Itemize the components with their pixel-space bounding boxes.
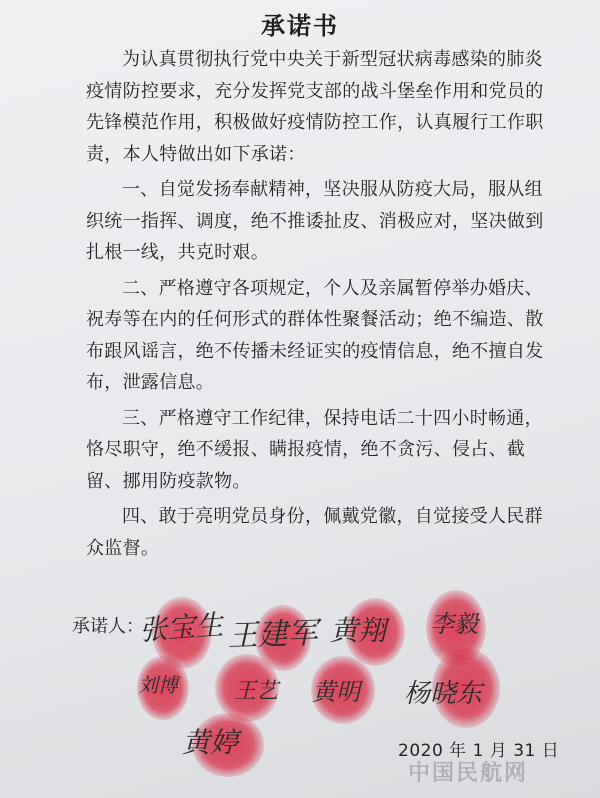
site-watermark: 中国民航网 — [408, 761, 529, 786]
signature-7: 黄明 — [312, 678, 360, 706]
document-date: 2020 年 1 月 31 日 — [398, 741, 560, 761]
signature-9: 黄婷 — [182, 726, 239, 759]
intro-paragraph: 为认真贯彻执行党中央关于新型冠状病毒感染的肺炎疫情防控要求，充分发挥党支部的战斗堡垒作用和党员的先锋模范作用，积极做好疫情防控工作，认真履行工作职责，本人特做出如下承诺： — [86, 49, 544, 165]
pledge-item-1: 一、自觉发扬奉献精神，坚决服从防疫大局，服从组织统一指挥、调度，绝不推诿扯皮、消极应对，坚决做到扎根一线，共克时艰。 — [86, 179, 544, 263]
pledge-item-4: 四、敢于亮明党员身份，佩戴党徽，自觉接受人民群众监督。 — [86, 506, 543, 559]
signature-3: 黄翔 — [330, 614, 387, 647]
document-title: 承诺书 — [261, 12, 339, 40]
signature-8: 杨晓东 — [404, 679, 483, 709]
signature-4: 李毅 — [430, 610, 478, 638]
signer-label: 承诺人： — [72, 616, 144, 637]
signature-5: 刘博 — [138, 673, 178, 697]
signature-6: 王艺 — [234, 679, 279, 704]
pledge-item-2: 二、严格遵守各项规定，个人及亲属暂停举办婚庆、祝寿等在内的任何形式的群体性聚餐活动；绝不编造、散布跟风谣言，绝不传播未经证实的疫情信息，绝不擅自发布，泄露信息。 — [86, 277, 544, 393]
signature-2: 王建军 — [227, 615, 319, 654]
pledge-item-3: 三、严格遵守工作纪律，保持电话二十四小时畅通，恪尽职守，绝不缓报、瞒报疫情，绝不贪污、侵占、截留、挪用防疫款物。 — [86, 407, 543, 492]
signature-1: 张宝生 — [138, 608, 225, 647]
